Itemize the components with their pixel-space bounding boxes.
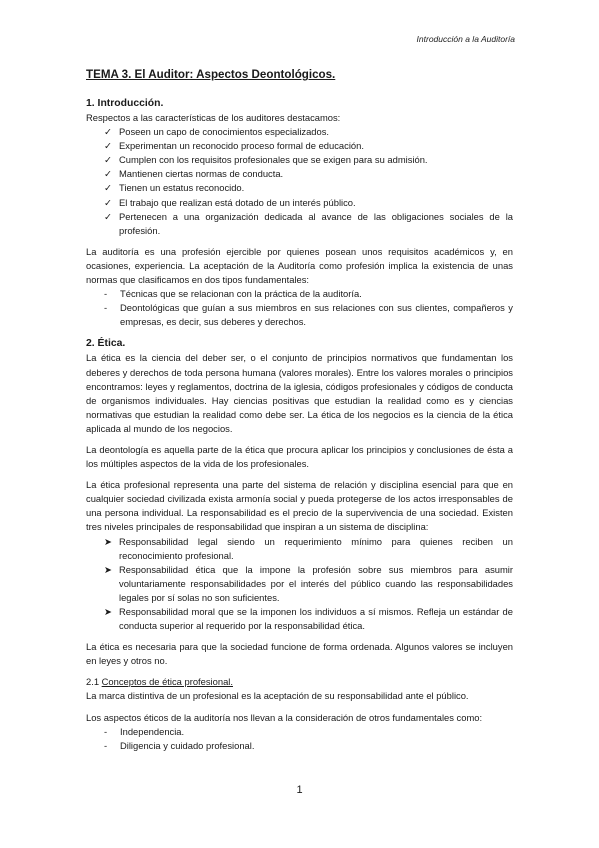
list-item: - Técnicas que se relacionan con la práctica de la auditoría.	[86, 287, 513, 301]
paragraph: Los aspectos éticos de la auditoría nos llevan a la consideración de otros fundamentales como:	[86, 711, 483, 723]
page-content	[86, 68, 513, 753]
paragraph: Respectos a las características de los auditores destacamos:	[86, 112, 341, 123]
subsection-heading: 2.1 Conceptos de ética profesional.	[86, 676, 233, 688]
paragraph: La ética profesional representa una parte del sistema de relación y disciplina esencial para que en cualquier sociedad civilizada exista armonía social y pueda protegerse de los actos irresponsables de una persona individual. La responsabilidad es el precio de la supervivencia de una sociedad. Existen tres niveles principales de responsabilidad que inspiran a un sistema de disciplina:	[86, 479, 513, 533]
page-number: 1	[296, 784, 303, 796]
list-item: - Independencia.	[86, 725, 513, 739]
checkmark-list	[86, 125, 513, 238]
list-item: ✓ Cumplen con los requisitos profesionales que se exigen para su admisión.	[86, 153, 513, 167]
list-item: ➤ Responsabilidad ética que la impone la profesión sobre sus miembros para asumir voluntariamente responsabilidades por el interés del público cuando las responsabilidades legales por sí solas no son suficientes.	[104, 563, 513, 603]
checkmark-icon: ✓	[104, 154, 112, 166]
running-header: Introducción a la Auditoría	[416, 34, 515, 44]
list-item: ✓ El trabajo que realizan está dotado de un interés público.	[86, 196, 513, 210]
paragraph: La ética es necesaria para que la sociedad funcione de forma ordenada. Algunos valores se incluyen en leyes y otros no.	[86, 641, 513, 667]
paragraph: La ética es la ciencia del deber ser, o el conjunto de principios normativos que fundamentan los deberes y derechos de toda persona humana (valores morales). Entre los valores morales o principios encontramos: leyes y reglamentos, doctrina de la iglesia, códigos profesionales y códigos de conducta de organismos individuales. Hay ciencias positivas que estudian la realidad como es y ciencias normativas que estudian la realidad como debe ser. La ética de los negocios es la ciencia de la ética aplicada al mundo de los negocios.	[86, 352, 513, 434]
list-item: ✓ Experimentan un reconocido proceso formal de educación.	[86, 139, 513, 153]
section-heading-etica: 2. Ética.	[86, 338, 126, 350]
list-item: ✓ Mantienen ciertas normas de conducta.	[86, 167, 513, 181]
arrow-icon: ➤	[104, 535, 112, 547]
arrow-icon: ➤	[104, 606, 112, 617]
dash-list	[86, 725, 513, 753]
list-item: - Diligencia y cuidado profesional.	[86, 739, 513, 753]
checkmark-icon: ✓	[104, 182, 112, 194]
list-item: ➤ Responsabilidad legal siendo un requerimiento mínimo para quienes reciben un reconocimiento profesional.	[104, 535, 513, 561]
paragraph: La deontología es aquella parte de la ética que procura aplicar los principios y conclusiones de ésta a los múltiples aspectos de la vida de los profesionales.	[86, 443, 513, 470]
list-item: - Deontológicas que guían a sus miembros en sus relaciones con sus clientes, compañeros y empresas, es decir, sus deberes y derechos.	[104, 302, 513, 328]
arrow-icon: ➤	[104, 563, 112, 575]
dash-list	[86, 287, 513, 329]
checkmark-icon: ✓	[104, 126, 112, 138]
paragraph: La auditoría es una profesión ejercible por quienes posean unos requisitos académicos y, en ocasiones, experiencia. La aceptación de la Auditoría como profesión implica la existencia de unas normas que clasificamos en dos tipos fundamentales:	[86, 245, 513, 286]
list-item: ✓ Tienen un estatus reconocido.	[86, 181, 513, 195]
document-title: TEMA 3. El Auditor: Aspectos Deontológicos.	[86, 68, 336, 81]
list-item: ✓ Poseen un capo de conocimientos especializados.	[86, 125, 513, 139]
checkmark-icon: ✓	[104, 140, 112, 152]
checkmark-icon: ✓	[104, 196, 112, 208]
dash-marker: -	[104, 739, 108, 751]
section-heading-introduccion: 1. Introducción.	[86, 98, 164, 109]
checkmark-icon: ✓	[104, 168, 112, 180]
list-item: ➤ Responsabilidad moral que se la imponen los individuos a sí mismos. Refleja un estándar de conducta superior al requerido por la responsabilidad ética.	[104, 606, 513, 632]
dash-marker: -	[104, 288, 108, 300]
dash-marker: -	[104, 725, 108, 737]
checkmark-icon: ✓	[104, 210, 112, 222]
arrow-list	[86, 535, 513, 634]
list-item: ✓ Pertenecen a una organización dedicada al avance de las obligaciones sociales de la profesión.	[104, 210, 513, 236]
paragraph: La marca distintiva de un profesional es la aceptación de su responsabilidad ante el público.	[86, 690, 469, 702]
dash-marker: -	[104, 302, 108, 314]
